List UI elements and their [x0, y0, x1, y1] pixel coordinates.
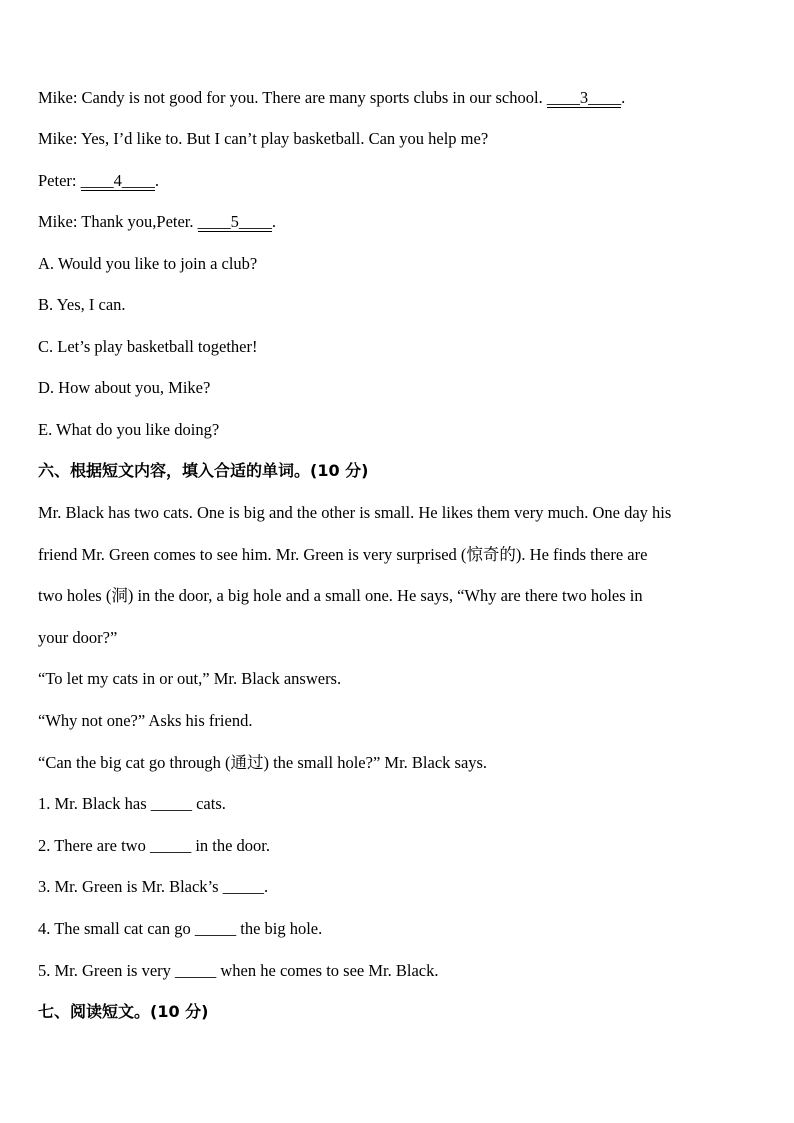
blank-number: 3 [579, 88, 589, 107]
speaker: Peter: [38, 171, 77, 190]
question-2[interactable]: 2. There are two _____ in the door. [38, 836, 271, 855]
question-4[interactable]: 4. The small cat can go _____ the big hole. [38, 919, 323, 938]
option-a: A. Would you like to join a club? [38, 254, 258, 273]
passage-line-7: “Can the big cat go through (通过) the small hole?” Mr. Black says. [38, 753, 488, 772]
blank-number: 4 [113, 171, 122, 190]
dialogue-line-2 [38, 129, 488, 149]
answer-blank-3[interactable] [547, 89, 621, 108]
option-c: C. Let’s play basketball together! [38, 337, 258, 356]
blank-post: ____ [238, 212, 272, 231]
dialogue-line-4 [38, 212, 276, 232]
option-d: D. How about you, Mike? [38, 378, 211, 397]
blank-post: ____ [121, 171, 155, 190]
blank-post: ____ [588, 88, 622, 107]
dialogue-text: Yes, I’d like to. But I can’t play basketball. Can you help me? [80, 129, 489, 148]
question-3[interactable]: 3. Mr. Green is Mr. Black’s _____. [38, 877, 269, 896]
question-5[interactable]: 5. Mr. Green is very _____ when he comes to see Mr. Black. [38, 961, 439, 980]
answer-blank-4[interactable] [81, 172, 155, 191]
passage-line-2: friend Mr. Green comes to see him. Mr. Green is very surprised (惊奇的). He finds there are [38, 545, 648, 564]
passage-line-6: “Why not one?” Asks his friend. [38, 711, 253, 730]
question-1[interactable]: 1. Mr. Black has _____ cats. [38, 794, 226, 813]
end-punct: . [271, 212, 277, 231]
dialogue-line-3 [38, 171, 159, 191]
dialogue-text: Candy is not good for you. There are many sports clubs in our school. [81, 88, 543, 107]
section-6-heading: 六、根据短文内容，填入合适的单词。(10 分) [38, 461, 369, 480]
option-e: E. What do you like doing? [38, 420, 220, 439]
passage-line-3: two holes (洞) in the door, a big hole and a small one. He says, “Why are there two holes in [38, 586, 643, 605]
answer-blank-5[interactable] [198, 213, 272, 232]
blank-pre: ____ [546, 88, 580, 107]
speaker: Mike: [38, 88, 78, 107]
dialogue-line-1 [38, 88, 625, 108]
end-punct: . [621, 88, 626, 107]
end-punct: . [154, 171, 159, 190]
passage-line-4: your door?” [38, 628, 118, 647]
blank-pre: ____ [197, 212, 231, 231]
blank-number: 5 [230, 212, 239, 231]
passage-line-1: Mr. Black has two cats. One is big and the other is small. He likes them very much. One day his [38, 503, 672, 522]
section-7-heading: 七、阅读短文。(10 分) [38, 1002, 209, 1021]
blank-pre: ____ [80, 171, 114, 190]
passage-line-5: “To let my cats in or out,” Mr. Black answers. [38, 669, 342, 688]
dialogue-text: Thank you,Peter. [81, 212, 194, 231]
option-b: B. Yes, I can. [38, 295, 126, 314]
speaker: Mike: [38, 212, 78, 231]
speaker: Mike: [38, 129, 78, 148]
